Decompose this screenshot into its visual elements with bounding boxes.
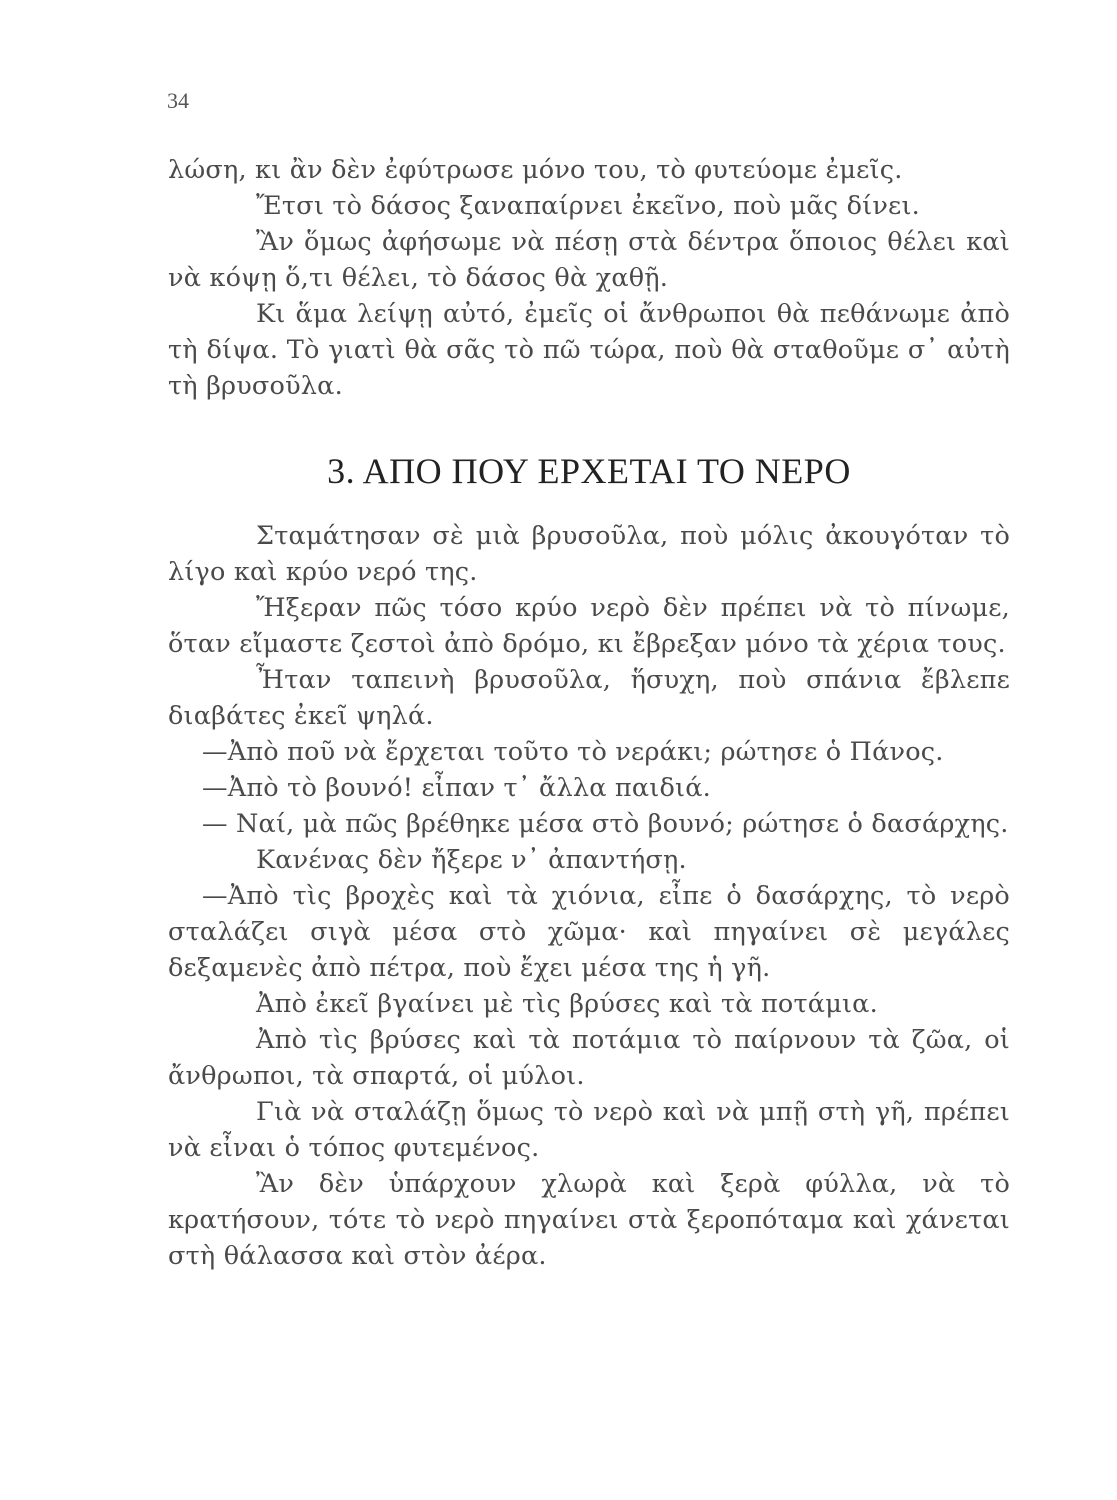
paragraph: λώση, κι ἂν δὲν ἐφύτρωσε μόνο του, τὸ φυτεύομε ἐμεῖς. [168,155,903,185]
paragraph: Σταμάτησαν σὲ μιὰ βρυσοῦλα, ποὺ μόλις ἀκουγόταν τὸ λίγο καὶ κρύο νερό της. [168,521,1010,587]
paragraph: Ἀπὸ ἐκεῖ βγαίνει μὲ τὶς βρύσες καὶ τὰ ποτάμια. [256,989,878,1019]
paragraph: Ἔτσι τὸ δάσος ξαναπαίρνει ἐκεῖνο, ποὺ μᾶς δίνει. [256,191,920,221]
page-number: 34 [167,88,189,113]
paragraph: Ἤξεραν πῶς τόσο κρύο νερὸ δὲν πρέπει νὰ τὸ πίνωμε, ὅταν εἴμαστε ζεστοὶ ἀπὸ δρόμο, κι ἔβρεξαν μόνο τὰ χέρια τους. [168,593,1010,659]
text-block-top [168,152,1010,404]
paragraph: —Ἀπὸ τὶς βροχὲς καὶ τὰ χιόνια, εἶπε ὁ δασάρχης, τὸ νερὸ σταλάζει σιγὰ μέσα στὸ χῶμα· καὶ πηγαίνει σὲ μεγάλες δεξαμενὲς ἀπὸ πέτρα, ποὺ ἔχει μέσα της ἡ γῆ. [168,881,1010,983]
paragraph: — Ναί, μὰ πῶς βρέθηκε μέσα στὸ βουνό; ρώτησε ὁ δασάρχης. [202,809,1009,839]
section-heading: 3. ΑΠΟ ΠΟΥ ΕΡΧΕΤΑΙ ΤΟ ΝΕΡΟ [327,451,851,491]
paragraph: Γιὰ νὰ σταλάζῃ ὅμως τὸ νερὸ καὶ νὰ μπῇ στὴ γῆ, πρέπει νὰ εἶναι ὁ τόπος φυτεμένος. [168,1097,1010,1163]
paragraph: —Ἀπὸ ποῦ νὰ ἔρχεται τοῦτο τὸ νεράκι; ρώτησε ὁ Πάνος. [202,737,944,767]
paragraph: Ἦταν ταπεινὴ βρυσοῦλα, ἥσυχη, ποὺ σπάνια ἔβλεπε διαβάτες ἐκεῖ ψηλά. [168,665,1010,731]
text-block-main [168,518,1010,1274]
paragraph: Κι ἅμα λείψῃ αὐτό, ἐμεῖς οἱ ἄνθρωποι θὰ πεθάνωμε ἀπὸ τὴ δίψα. Τὸ γιατὶ θὰ σᾶς τὸ πῶ τώρα, ποὺ θὰ σταθοῦμε σ᾽ αὐτὴ τὴ βρυσοῦλα. [168,299,1010,401]
paragraph: Ἂν ὅμως ἀφήσωμε νὰ πέσῃ στὰ δέντρα ὅποιος θέλει καὶ νὰ κόψῃ ὅ,τι θέλει, τὸ δάσος θὰ χαθῇ. [168,227,1010,293]
paragraph: Ἀπὸ τὶς βρύσες καὶ τὰ ποτάμια τὸ παίρνουν τὰ ζῶα, οἱ ἄνθρωποι, τὰ σπαρτά, οἱ μύλοι. [168,1025,1010,1091]
paragraph: —Ἀπὸ τὸ βουνό! εἶπαν τ᾽ ἄλλα παιδιά. [202,773,711,803]
paragraph: Ἂν δὲν ὑπάρχουν χλωρὰ καὶ ξερὰ φύλλα, νὰ τὸ κρατήσουν, τότε τὸ νερὸ πηγαίνει στὰ ξεροπόταμα καὶ χάνεται στὴ θάλασσα καὶ στὸν ἀέρα. [168,1169,1010,1271]
paragraph: Κανένας δὲν ἤξερε ν᾽ ἀπαντήσῃ. [256,845,687,875]
